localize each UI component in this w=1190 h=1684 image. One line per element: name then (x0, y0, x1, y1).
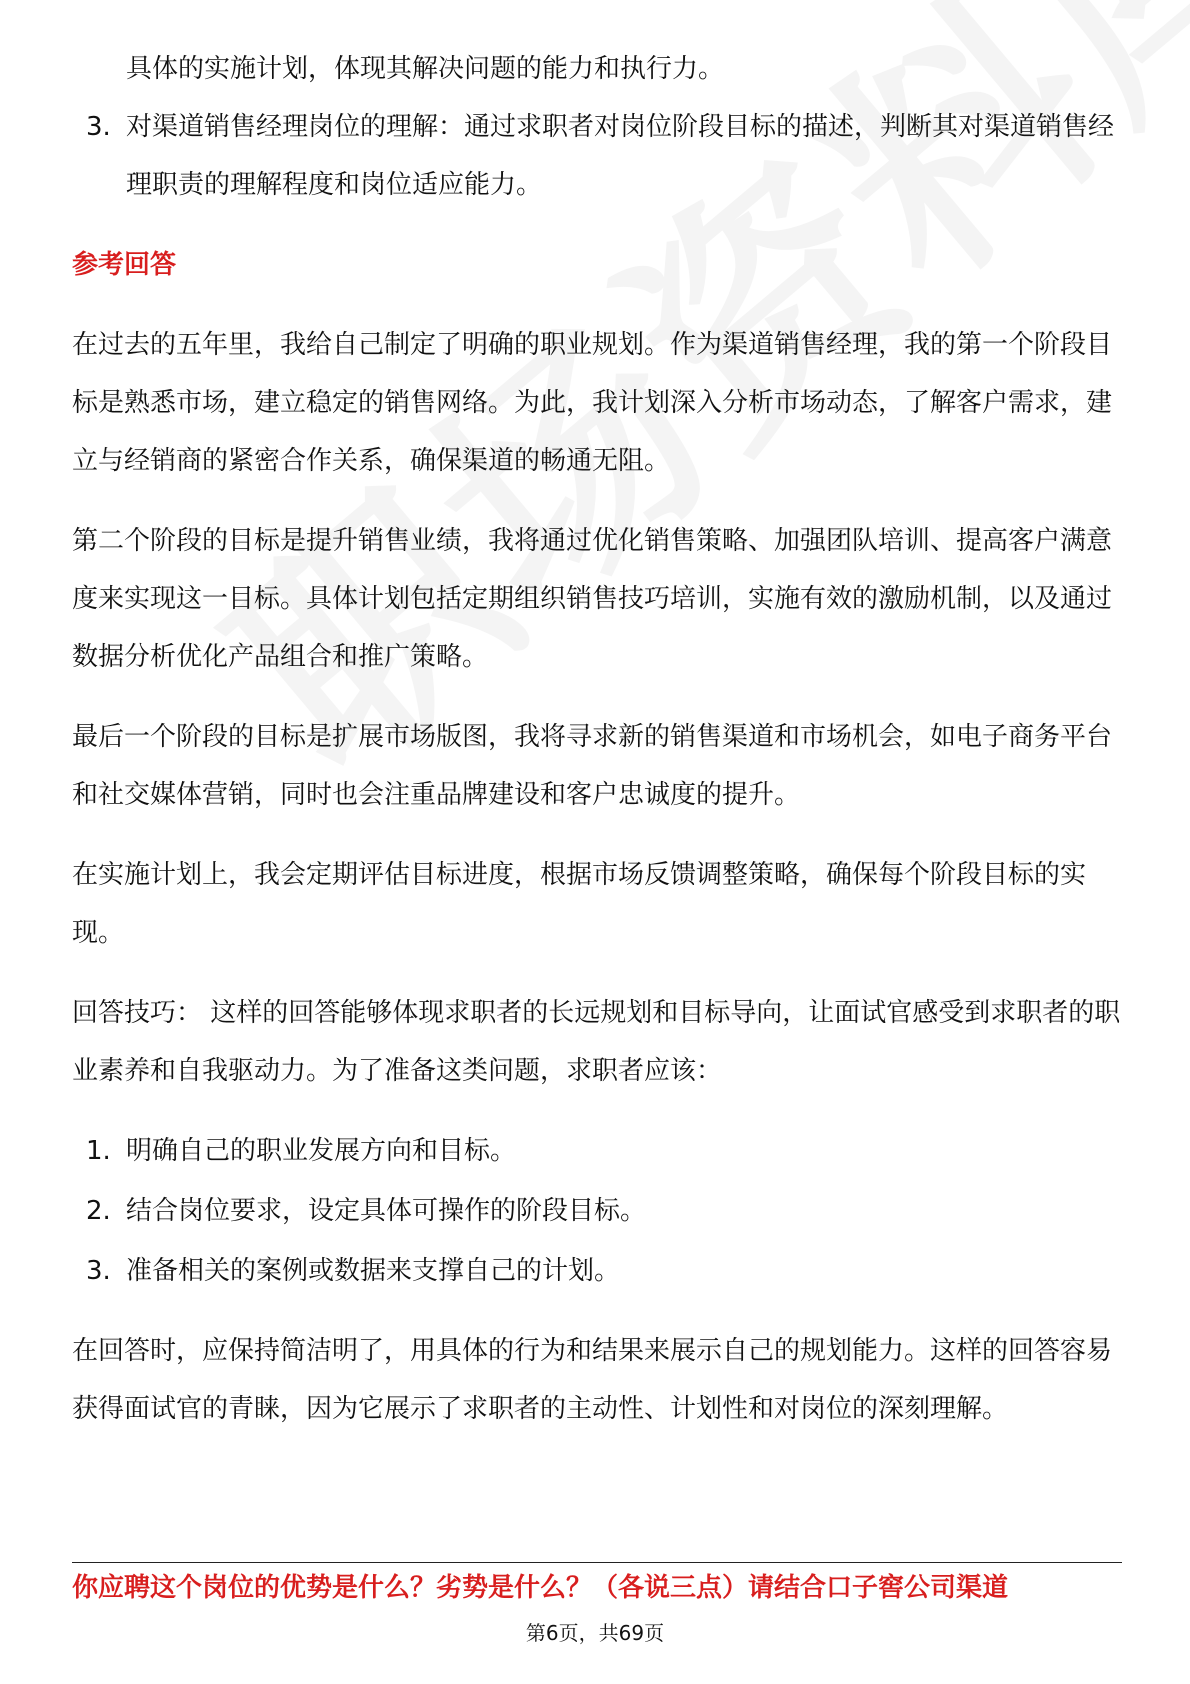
list-text: 对渠道销售经理岗位的理解：通过求职者对岗位阶段目标的描述，判断其对渠道销售经理职责的理解程度和岗位适应能力。 (126, 112, 1115, 200)
list-item (72, 40, 1122, 98)
answer-paragraph: 最后一个阶段的目标是扩展市场版图，我将寻求新的销售渠道和市场机会，如电子商务平台和社交媒体营销，同时也会注重品牌建设和客户忠诚度的提升。 (72, 722, 1113, 810)
list-number: 3. (86, 112, 111, 142)
list-text: 准备相关的案例或数据来支撑自己的计划。 (126, 1256, 621, 1286)
page-number: 第6页，共69页 (525, 1621, 665, 1645)
list-text: 结合岗位要求，设定具体可操作的阶段目标。 (126, 1196, 647, 1226)
document-body (72, 40, 1122, 1460)
list-item (72, 1242, 1122, 1300)
next-question-title: 你应聘这个岗位的优势是什么？劣势是什么？（各说三点）请结合口子窖公司渠道 (72, 1573, 1009, 1603)
list-text: 具体的实施计划，体现其解决问题的能力和执行力。 (126, 54, 725, 84)
list-number: 1. (86, 1136, 111, 1166)
footer-divider (72, 1562, 1122, 1563)
closing-paragraph: 在回答时，应保持简洁明了，用具体的行为和结果来展示自己的规划能力。这样的回答容易获得面试官的青睐，因为它展示了求职者的主动性、计划性和对岗位的深刻理解。 (72, 1336, 1113, 1424)
answer-paragraph: 在过去的五年里，我给自己制定了明确的职业规划。作为渠道销售经理，我的第一个阶段目标是熟悉市场，建立稳定的销售网络。为此，我计划深入分析市场动态，了解客户需求，建立与经销商的紧密合作关系，确保渠道的畅通无阻。 (72, 330, 1113, 476)
answer-tips-paragraph: 回答技巧： 这样的回答能够体现求职者的长远规划和目标导向，让面试官感受到求职者的职业素养和自我驱动力。为了准备这类问题，求职者应该： (72, 998, 1121, 1086)
list-item (72, 1122, 1122, 1180)
list-item (72, 1182, 1122, 1240)
section-title: 参考回答 (72, 250, 177, 280)
list-number: 2. (86, 1196, 111, 1226)
criteria-list (72, 40, 1122, 214)
list-number: 3. (86, 1256, 111, 1286)
answer-paragraph: 在实施计划上，我会定期评估目标进度，根据市场反馈调整策略，确保每个阶段目标的实现。 (72, 860, 1087, 948)
answer-paragraph: 第二个阶段的目标是提升销售业绩，我将通过优化销售策略、加强团队培训、提高客户满意度来实现这一目标。具体计划包括定期组织销售技巧培训，实施有效的激励机制，以及通过数据分析优化产品组合和推广策略。 (72, 526, 1113, 672)
tips-list (72, 1122, 1122, 1300)
list-text: 明确自己的职业发展方向和目标。 (126, 1136, 517, 1166)
list-item (72, 98, 1122, 214)
